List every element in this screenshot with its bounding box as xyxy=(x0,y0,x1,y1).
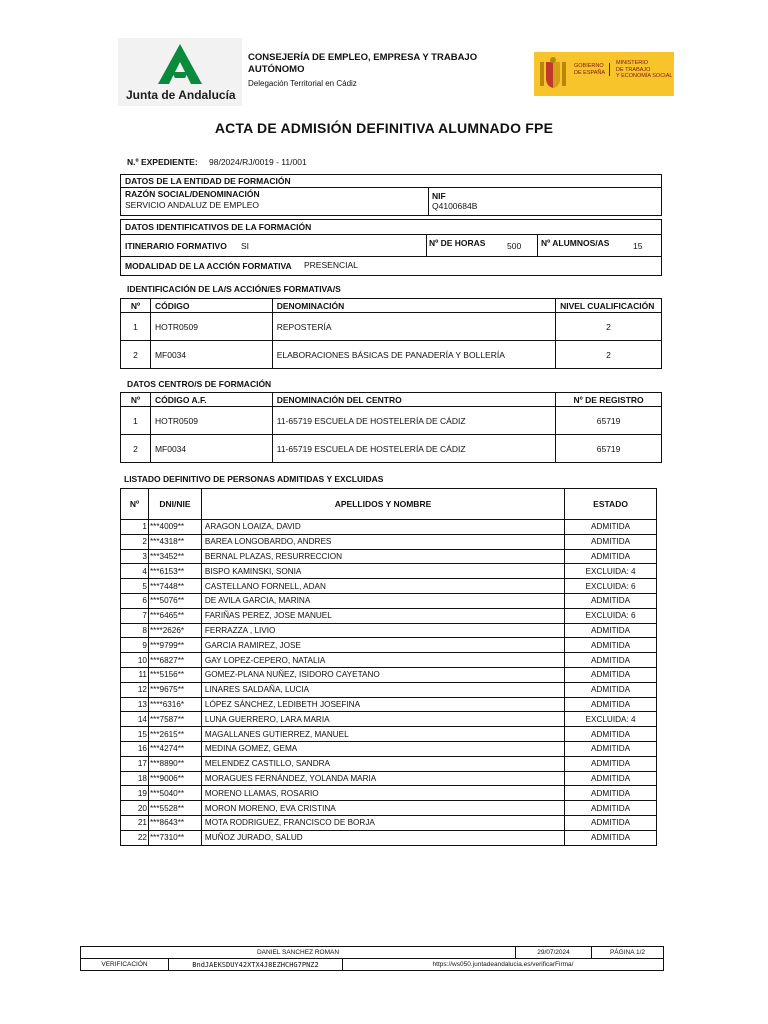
table-row xyxy=(121,564,657,579)
itinerario-label: ITINERARIO FORMATIVO xyxy=(125,241,227,251)
table-cell: 2 xyxy=(121,341,151,369)
razon-social-label: RAZÓN SOCIAL/DENOMINACIÓN xyxy=(125,189,260,199)
expediente-label: N.º EXPEDIENTE: xyxy=(127,157,198,167)
divider xyxy=(428,187,429,216)
apellidos-nombre: MEDINA GOMEZ, GEMA xyxy=(201,741,564,756)
apellidos-nombre: FARIÑAS PEREZ, JOSE MANUEL xyxy=(201,608,564,623)
dni-nie: ***3452** xyxy=(148,549,201,564)
col-header: Nº xyxy=(121,393,151,407)
estado: EXCLUIDA: 4 xyxy=(565,712,657,727)
row-number: 9 xyxy=(121,638,149,653)
apellidos-nombre: MAGALLANES GUTIERREZ, MANUEL xyxy=(201,727,564,742)
dni-nie: ***4318** xyxy=(148,534,201,549)
col-header: Nº xyxy=(121,489,149,520)
dni-nie: ***9675** xyxy=(148,682,201,697)
apellidos-nombre: MORON MORENO, EVA CRISTINA xyxy=(201,801,564,816)
dni-nie: ***9006** xyxy=(148,771,201,786)
coat-of-arms-icon xyxy=(538,56,568,92)
apellidos-nombre: LUNA GUERRERO, LARA MARIA xyxy=(201,712,564,727)
razon-social-value: SERVICIO ANDALUZ DE EMPLEO xyxy=(125,200,259,210)
table-row xyxy=(121,638,657,653)
ministerio-text xyxy=(616,60,672,80)
gobierno-line-2: DE ESPAÑA xyxy=(574,69,606,76)
row-number: 4 xyxy=(121,564,149,579)
col-header: NIVEL CUALIFICACIÓN xyxy=(556,299,662,313)
table-row xyxy=(121,341,662,369)
table-row xyxy=(121,608,657,623)
dni-nie: ***6827** xyxy=(148,653,201,668)
table-cell: MF0034 xyxy=(150,341,272,369)
estado: ADMITIDA xyxy=(565,771,657,786)
table-row xyxy=(121,682,657,697)
apellidos-nombre: ARAGON LOAIZA, DAVID xyxy=(201,520,564,535)
row-number: 2 xyxy=(121,534,149,549)
estado: ADMITIDA xyxy=(565,653,657,668)
table-cell: 11-65719 ESCUELA DE HOSTELERÍA DE CÁDIZ xyxy=(272,435,555,463)
alumnos-label: Nº ALUMNOS/AS xyxy=(541,238,610,248)
row-number: 16 xyxy=(121,741,149,756)
table-row xyxy=(121,549,657,564)
dni-nie: ***2615** xyxy=(148,727,201,742)
dni-nie: ***7448** xyxy=(148,579,201,594)
estado: EXCLUIDA: 6 xyxy=(565,579,657,594)
col-header: DNI/NIE xyxy=(148,489,201,520)
estado: EXCLUIDA: 4 xyxy=(565,564,657,579)
footer-row xyxy=(81,947,664,959)
table-header-row xyxy=(121,489,657,520)
table-cell: HOTR0509 xyxy=(150,313,272,341)
verification-code: BndJAEKSDUY42XTX4J8EZHCHG7PNZ2 xyxy=(169,959,343,971)
verificacion-label: VERIFICACIÓN xyxy=(81,959,169,971)
page-number: PÁGINA 1/2 xyxy=(592,947,664,959)
table-cell: 1 xyxy=(121,313,151,341)
delegacion-name: Delegación Territorial en Cádiz xyxy=(248,79,357,88)
horas-value: 500 xyxy=(507,241,522,251)
dni-nie: ***5040** xyxy=(148,786,201,801)
row-number: 6 xyxy=(121,593,149,608)
centros-section-title: DATOS CENTRO/S DE FORMACIÓN xyxy=(127,379,272,389)
dni-nie: ***6153** xyxy=(148,564,201,579)
table-header-row xyxy=(121,299,662,313)
table-row xyxy=(121,756,657,771)
gobierno-line-1: GOBIERNO xyxy=(574,63,604,69)
table-cell: ELABORACIONES BÁSICAS DE PANADERÍA Y BOLLERÍA xyxy=(272,341,555,369)
table-row xyxy=(121,667,657,682)
apellidos-nombre: MUÑOZ JURADO, SALUD xyxy=(201,830,564,845)
junta-emblem-icon xyxy=(156,42,204,86)
persons-table-body xyxy=(121,520,657,846)
verification-url[interactable]: https://ws050.juntadeandalucia.es/verificarFirma/ xyxy=(343,959,664,971)
dni-nie: ***5076** xyxy=(148,593,201,608)
col-header: Nº xyxy=(121,299,151,313)
dni-nie: ***9799** xyxy=(148,638,201,653)
table-row xyxy=(121,697,657,712)
row-number: 15 xyxy=(121,727,149,742)
row-number: 20 xyxy=(121,801,149,816)
nif-value: Q4100684B xyxy=(432,201,478,211)
table-row xyxy=(121,623,657,638)
row-number: 12 xyxy=(121,682,149,697)
apellidos-nombre: GOMEZ-PLANA NUÑEZ, ISIDORO CAYETANO xyxy=(201,667,564,682)
row-number: 5 xyxy=(121,579,149,594)
table-cell: 65719 xyxy=(556,407,662,435)
row-number: 8 xyxy=(121,623,149,638)
divider xyxy=(120,256,662,257)
row-number: 14 xyxy=(121,712,149,727)
divider xyxy=(426,234,427,256)
modalidad-value: PRESENCIAL xyxy=(304,260,358,270)
estado: ADMITIDA xyxy=(565,727,657,742)
table-row xyxy=(121,815,657,830)
apellidos-nombre: BAREA LONGOBARDO, ANDRES xyxy=(201,534,564,549)
dni-nie: ***4009** xyxy=(148,520,201,535)
apellidos-nombre: MORENO LLAMAS, ROSARIO xyxy=(201,786,564,801)
itinerario-value: SI xyxy=(241,241,250,251)
apellidos-nombre: GAY LOPEZ-CEPERO, NATALIA xyxy=(201,653,564,668)
apellidos-nombre: MORAGUES FERNÁNDEZ, YOLANDA MARIA xyxy=(201,771,564,786)
apellidos-nombre: MOTA RODRIGUEZ, FRANCISCO DE BORJA xyxy=(201,815,564,830)
divider xyxy=(120,234,662,235)
table-row xyxy=(121,727,657,742)
junta-logo-text: Junta de Andalucía xyxy=(126,88,236,102)
consejeria-name: CONSEJERÍA DE EMPLEO, EMPRESA Y TRABAJO AUTÓNOMO xyxy=(248,52,478,75)
table-cell: 2 xyxy=(121,435,151,463)
apellidos-nombre: LÓPEZ SÁNCHEZ, LEDIBETH JOSEFINA xyxy=(201,697,564,712)
apellidos-nombre: DE AVILA GARCIA, MARINA xyxy=(201,593,564,608)
row-number: 19 xyxy=(121,786,149,801)
table-cell: 2 xyxy=(556,341,662,369)
firmante-name: DANIEL SANCHEZ ROMAN xyxy=(81,947,516,959)
estado: ADMITIDA xyxy=(565,549,657,564)
dni-nie: ***8890** xyxy=(148,756,201,771)
estado: ADMITIDA xyxy=(565,667,657,682)
dni-nie: ***5156** xyxy=(148,667,201,682)
col-header: CÓDIGO A.F. xyxy=(150,393,272,407)
table-cell: 11-65719 ESCUELA DE HOSTELERÍA DE CÁDIZ xyxy=(272,407,555,435)
table-row xyxy=(121,520,657,535)
dni-nie: ***4274** xyxy=(148,741,201,756)
dni-nie: ***7310** xyxy=(148,830,201,845)
estado: ADMITIDA xyxy=(565,786,657,801)
table-row xyxy=(121,771,657,786)
persons-table xyxy=(120,488,657,846)
estado: ADMITIDA xyxy=(565,593,657,608)
dni-nie: ****6316* xyxy=(148,697,201,712)
apellidos-nombre: BISPO KAMINSKI, SONIA xyxy=(201,564,564,579)
gobierno-text xyxy=(574,63,610,76)
apellidos-nombre: CASTELLANO FORNELL, ADAN xyxy=(201,579,564,594)
estado: ADMITIDA xyxy=(565,682,657,697)
acciones-section-title: IDENTIFICACIÓN DE LA/S ACCIÓN/ES FORMATIVA/S xyxy=(127,284,341,294)
table-row xyxy=(121,830,657,845)
col-header: DENOMINACIÓN xyxy=(272,299,555,313)
apellidos-nombre: GARCIA RAMIREZ, JOSE xyxy=(201,638,564,653)
gobierno-espana-logo xyxy=(534,52,674,96)
nif-label: NIF xyxy=(432,191,446,201)
table-cell: 65719 xyxy=(556,435,662,463)
row-number: 11 xyxy=(121,667,149,682)
expediente-value: 98/2024/RJ/0019 - 11/001 xyxy=(209,157,307,167)
dni-nie: ***6465** xyxy=(148,608,201,623)
table-cell: HOTR0509 xyxy=(150,407,272,435)
listado-section-title: LISTADO DEFINITIVO DE PERSONAS ADMITIDAS Y EXCLUIDAS xyxy=(124,474,384,484)
estado: ADMITIDA xyxy=(565,623,657,638)
signature-footer xyxy=(80,946,664,971)
row-number: 18 xyxy=(121,771,149,786)
dni-nie: ***7587** xyxy=(148,712,201,727)
estado: ADMITIDA xyxy=(565,534,657,549)
col-header: CÓDIGO xyxy=(150,299,272,313)
firma-date: 29/07/2024 xyxy=(516,947,592,959)
formacion-section-title: DATOS IDENTIFICATIVOS DE LA FORMACIÓN xyxy=(125,222,312,232)
row-number: 21 xyxy=(121,815,149,830)
divider xyxy=(120,187,662,188)
ministerio-line-2: DE TRABAJO xyxy=(616,66,651,73)
dni-nie: ****2626* xyxy=(148,623,201,638)
acciones-table xyxy=(120,298,662,369)
table-row xyxy=(121,313,662,341)
table-cell: 1 xyxy=(121,407,151,435)
estado: ADMITIDA xyxy=(565,741,657,756)
horas-label: Nº DE HORAS xyxy=(429,238,486,248)
row-number: 13 xyxy=(121,697,149,712)
table-row xyxy=(121,801,657,816)
col-header: ESTADO xyxy=(565,489,657,520)
table-cell: REPOSTERÍA xyxy=(272,313,555,341)
apellidos-nombre: MELENDEZ CASTILLO, SANDRA xyxy=(201,756,564,771)
table-row xyxy=(121,786,657,801)
table-row xyxy=(121,435,662,463)
table-cell: MF0034 xyxy=(150,435,272,463)
centros-table xyxy=(120,392,662,463)
table-row xyxy=(121,741,657,756)
footer-row xyxy=(81,959,664,971)
row-number: 10 xyxy=(121,653,149,668)
table-row xyxy=(121,407,662,435)
col-header: DENOMINACIÓN DEL CENTRO xyxy=(272,393,555,407)
junta-de-andalucia-logo xyxy=(118,38,242,106)
alumnos-value: 15 xyxy=(633,241,643,251)
apellidos-nombre: BERNAL PLAZAS, RESURRECCION xyxy=(201,549,564,564)
dni-nie: ***5528** xyxy=(148,801,201,816)
estado: ADMITIDA xyxy=(565,520,657,535)
estado: ADMITIDA xyxy=(565,756,657,771)
row-number: 22 xyxy=(121,830,149,845)
ministerio-line-1: MINISTERIO xyxy=(616,60,649,66)
estado: EXCLUIDA: 6 xyxy=(565,608,657,623)
row-number: 3 xyxy=(121,549,149,564)
table-row xyxy=(121,593,657,608)
document-title: ACTA DE ADMISIÓN DEFINITIVA ALUMNADO FPE xyxy=(214,120,554,136)
estado: ADMITIDA xyxy=(565,638,657,653)
divider xyxy=(537,234,538,256)
estado: ADMITIDA xyxy=(565,801,657,816)
table-row xyxy=(121,653,657,668)
table-row xyxy=(121,579,657,594)
modalidad-label: MODALIDAD DE LA ACCIÓN FORMATIVA xyxy=(125,261,292,271)
table-row xyxy=(121,534,657,549)
row-number: 1 xyxy=(121,520,149,535)
apellidos-nombre: FERRAZZA , LIVIO xyxy=(201,623,564,638)
estado: ADMITIDA xyxy=(565,830,657,845)
col-header: Nº DE REGISTRO xyxy=(556,393,662,407)
estado: ADMITIDA xyxy=(565,815,657,830)
entidad-section-title: DATOS DE LA ENTIDAD DE FORMACIÓN xyxy=(125,176,291,186)
col-header: APELLIDOS Y NOMBRE xyxy=(201,489,564,520)
ministerio-line-3: Y ECONOMÍA SOCIAL xyxy=(616,73,673,79)
table-cell: 2 xyxy=(556,313,662,341)
row-number: 7 xyxy=(121,608,149,623)
apellidos-nombre: LINARES SALDAÑA, LUCIA xyxy=(201,682,564,697)
table-header-row xyxy=(121,393,662,407)
row-number: 17 xyxy=(121,756,149,771)
estado: ADMITIDA xyxy=(565,697,657,712)
table-row xyxy=(121,712,657,727)
dni-nie: ***8643** xyxy=(148,815,201,830)
